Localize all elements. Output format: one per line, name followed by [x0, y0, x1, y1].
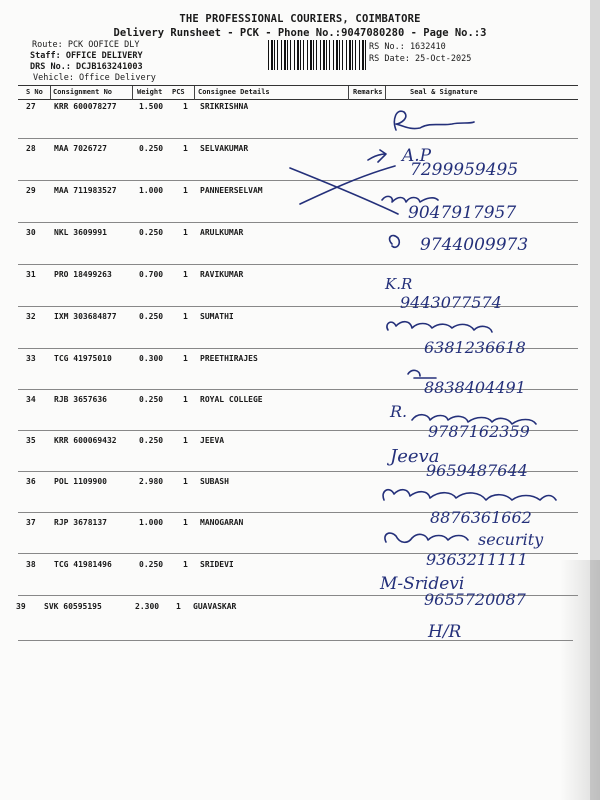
arrow-stroke: [368, 150, 386, 162]
handwritten-note: security: [478, 530, 544, 549]
row-weight: 0.250: [139, 144, 164, 153]
row-pcs: 1: [183, 144, 188, 153]
handwritten-phone: 9787162359: [428, 422, 530, 441]
row-sno: 37: [26, 518, 36, 527]
row-sno: 29: [26, 186, 36, 195]
row-consignee: PANNEERSELVAM: [200, 186, 263, 195]
row-weight: 2.300: [135, 602, 160, 611]
row-sno: 39: [16, 602, 26, 611]
handwritten-phone: 9443077574: [400, 293, 502, 312]
row-weight: 0.250: [139, 560, 164, 569]
col-header-weight: Weight: [137, 88, 163, 96]
handwritten-phone: 9655720087: [424, 590, 526, 609]
row-weight: 0.250: [139, 312, 164, 321]
col-header-pcs: PCS: [172, 88, 185, 96]
row-pcs: 1: [183, 395, 188, 404]
row-pcs: 1: [176, 602, 181, 611]
row-consignee: JEEVA: [200, 436, 225, 445]
row-sno: 31: [26, 270, 36, 279]
col-header-sno: S No: [26, 88, 43, 96]
row-weight: 0.700: [139, 270, 164, 279]
row-consignment: NKL 3609991: [54, 228, 107, 237]
handwritten-signature: M-Sridevi: [380, 574, 465, 594]
row-consignment: SVK 60595195: [44, 602, 102, 611]
company-title: THE PROFESSIONAL COURIERS, COIMBATORE: [179, 13, 421, 25]
row-sno: 28: [26, 144, 36, 153]
row-pcs: 1: [183, 436, 188, 445]
row-pcs: 1: [183, 186, 188, 195]
vehicle-label: Vehicle: Office Delivery: [33, 73, 156, 83]
row-sno: 34: [26, 395, 36, 404]
row-sno: 33: [26, 354, 36, 363]
handwritten-initials: K.R: [385, 275, 413, 293]
row-weight: 2.980: [139, 477, 164, 486]
row-pcs: 1: [183, 477, 188, 486]
row-consignee: PREETHIRAJES: [200, 354, 258, 363]
row-consignment: TCG 41975010: [54, 354, 112, 363]
col-header-seal: Seal & Signature: [410, 88, 478, 96]
row-consignee: ARULKUMAR: [200, 228, 244, 237]
row-sno: 32: [26, 312, 36, 321]
row-consignment: TCG 41981496: [54, 560, 112, 569]
row-pcs: 1: [183, 228, 188, 237]
drs-number: DRS No.: DCJB163241003: [30, 62, 143, 72]
signature-scribble-tamil-3: [387, 322, 492, 332]
row-consignment: POL 1109900: [54, 477, 107, 486]
row-pcs: 1: [183, 312, 188, 321]
row-consignee: RAVIKUMAR: [200, 270, 244, 279]
signature-scribble-r: [394, 111, 474, 130]
row-pcs: 1: [183, 518, 188, 527]
runsheet-title: Delivery Runsheet - PCK - Phone No.:9047080280 - Page No.:3: [113, 27, 487, 39]
row-weight: 0.300: [139, 354, 164, 363]
col-header-consignee: Consignee Details: [198, 88, 270, 96]
row-sno: 36: [26, 477, 36, 486]
handwritten-initials: R.: [390, 402, 408, 421]
row-consignment: MAA 7026727: [54, 144, 107, 153]
handwritten-phone: 9363211111: [426, 550, 528, 569]
handwritten-phone: 8876361662: [430, 508, 532, 527]
rs-number: RS No.: 1632410: [369, 42, 446, 52]
row-weight: 0.250: [139, 228, 164, 237]
handwritten-phone: 9047917957: [408, 203, 517, 223]
row-consignee: GUAVASKAR: [193, 602, 237, 611]
row-pcs: 1: [183, 270, 188, 279]
row-weight: 1.000: [139, 518, 164, 527]
row-consignment: RJP 3678137: [54, 518, 107, 527]
handwritten-phone: 8838404491: [424, 378, 526, 397]
handwritten-phone: 7299959495: [410, 160, 519, 180]
row-sno: 38: [26, 560, 36, 569]
row-consignment: IXM 303684877: [54, 312, 117, 321]
handwritten-signature: Jeeva: [390, 446, 440, 467]
handwritten-phone: 9744009973: [420, 235, 529, 255]
cross-out-stroke: [290, 166, 398, 214]
handwritten-phone: 9659487644: [426, 461, 528, 480]
row-consignee: SRIKRISHNA: [200, 102, 249, 111]
handwritten-initials: A.P: [402, 146, 432, 166]
signature-scribble-tamil-1: [382, 196, 438, 202]
staff-label: Staff: OFFICE DELIVERY: [30, 51, 143, 61]
row-consignment: KRR 600069432: [54, 436, 117, 445]
row-consignee: MANOGARAN: [200, 518, 244, 527]
row-sno: 27: [26, 102, 36, 111]
signature-scribble-tamil-2: [390, 236, 400, 248]
row-consignee: SUBASH: [200, 477, 229, 486]
route-label: Route: PCK OOFICE DLY: [32, 40, 140, 50]
signature-scribble-small: [408, 370, 436, 378]
row-consignee: SELVAKUMAR: [200, 144, 249, 153]
handwritten-initials: H/R: [428, 622, 462, 642]
row-weight: 0.250: [139, 395, 164, 404]
row-weight: 1.000: [139, 186, 164, 195]
row-consignment: RJB 3657636: [54, 395, 107, 404]
row-sno: 30: [26, 228, 36, 237]
row-consignee: ROYAL COLLEGE: [200, 395, 263, 404]
row-consignee: SUMATHI: [200, 312, 234, 321]
row-consignment: MAA 711983527: [54, 186, 117, 195]
row-consignee: SRIDEVI: [200, 560, 234, 569]
row-sno: 35: [26, 436, 36, 445]
row-weight: 1.500: [139, 102, 164, 111]
row-consignment: KRR 600078277: [54, 102, 117, 111]
rs-date: RS Date: 25-Oct-2025: [369, 54, 472, 64]
signature-scribble-subash: [383, 490, 556, 500]
signature-scribble-manogaran: [385, 533, 468, 542]
col-header-consignment: Consignment No: [53, 88, 113, 96]
col-header-remarks: Remarks: [353, 88, 383, 96]
row-pcs: 1: [183, 560, 188, 569]
row-consignment: PRO 18499263: [54, 270, 112, 279]
handwritten-phone: 6381236618: [424, 338, 526, 357]
row-weight: 0.250: [139, 436, 164, 445]
row-pcs: 1: [183, 102, 188, 111]
row-pcs: 1: [183, 354, 188, 363]
